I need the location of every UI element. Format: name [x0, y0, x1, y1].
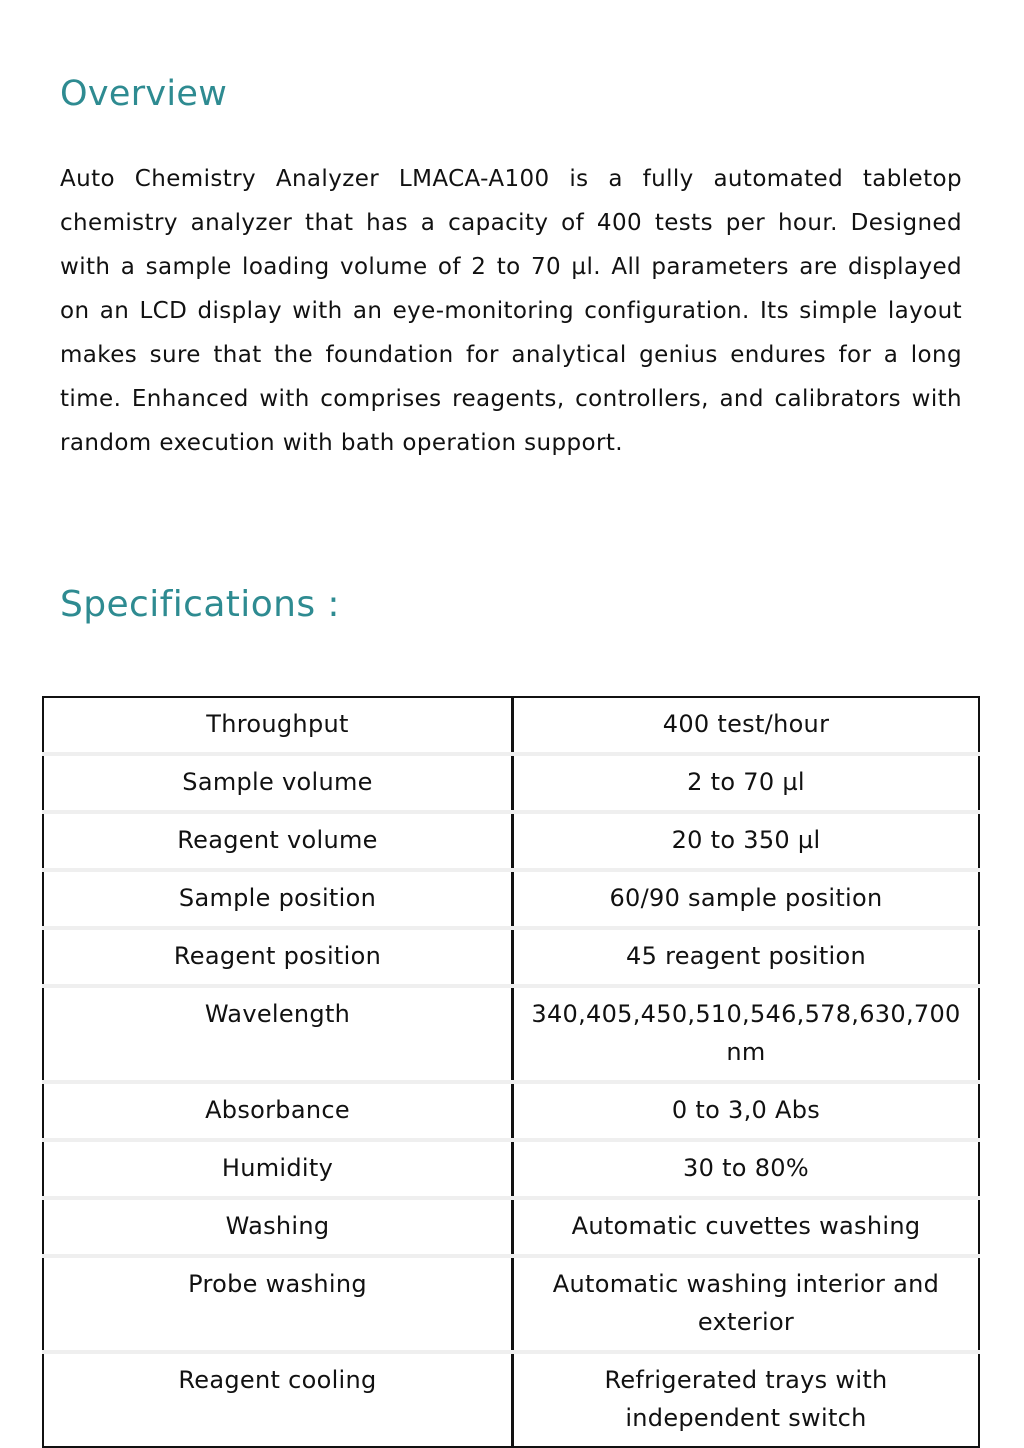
overview-heading: Overview	[60, 74, 228, 114]
table-row	[43, 1198, 979, 1256]
spec-label: Reagent position	[43, 928, 513, 986]
spec-label: Absorbance	[43, 1082, 513, 1140]
spec-label: Reagent volume	[43, 812, 513, 870]
table-row	[43, 1140, 979, 1198]
spec-label: Probe washing	[43, 1256, 513, 1352]
spec-value: 2 to 70 µl	[513, 754, 980, 812]
spec-value: 340,405,450,510,546,578,630,700 nm	[513, 986, 980, 1082]
specifications-table	[42, 696, 980, 1448]
spec-label: Wavelength	[43, 986, 513, 1082]
specifications-heading: Specifications :	[60, 584, 340, 625]
table-row	[43, 697, 979, 754]
spec-value: Automatic cuvettes washing	[513, 1198, 980, 1256]
spec-label: Sample volume	[43, 754, 513, 812]
spec-value: 0 to 3,0 Abs	[513, 1082, 980, 1140]
spec-label: Humidity	[43, 1140, 513, 1198]
overview-paragraph: Auto Chemistry Analyzer LMACA-A100 is a fully automated tabletop chemistry analyzer that has a capacity of 400 tests per hour. Designed with a sample loading volume of 2 to 70 µl. All parameters are displayed on an LCD display with an eye-monitoring configuration. Its simple layout makes sure that the foundation for analytical genius endures for a long time. Enhanced with comprises reagents, controllers, and calibrators with random execution with bath operation support.	[60, 166, 962, 456]
table-row	[43, 1082, 979, 1140]
spec-value: 20 to 350 µl	[513, 812, 980, 870]
table-row	[43, 870, 979, 928]
spec-value: 45 reagent position	[513, 928, 980, 986]
table-row	[43, 986, 979, 1082]
spec-value: 400 test/hour	[513, 697, 980, 754]
spec-label: Sample position	[43, 870, 513, 928]
spec-value: 30 to 80%	[513, 1140, 980, 1198]
table-row	[43, 1352, 979, 1447]
spec-label: Throughput	[43, 697, 513, 754]
table-row	[43, 812, 979, 870]
spec-value: Automatic washing interior and exterior	[513, 1256, 980, 1352]
table-row	[43, 928, 979, 986]
spec-label: Washing	[43, 1198, 513, 1256]
spec-value: Refrigerated trays with independent switch	[604, 1366, 888, 1432]
spec-value: 60/90 sample position	[513, 870, 980, 928]
spec-label: Reagent cooling	[43, 1352, 513, 1447]
table-row	[43, 1256, 979, 1352]
table-row	[43, 754, 979, 812]
